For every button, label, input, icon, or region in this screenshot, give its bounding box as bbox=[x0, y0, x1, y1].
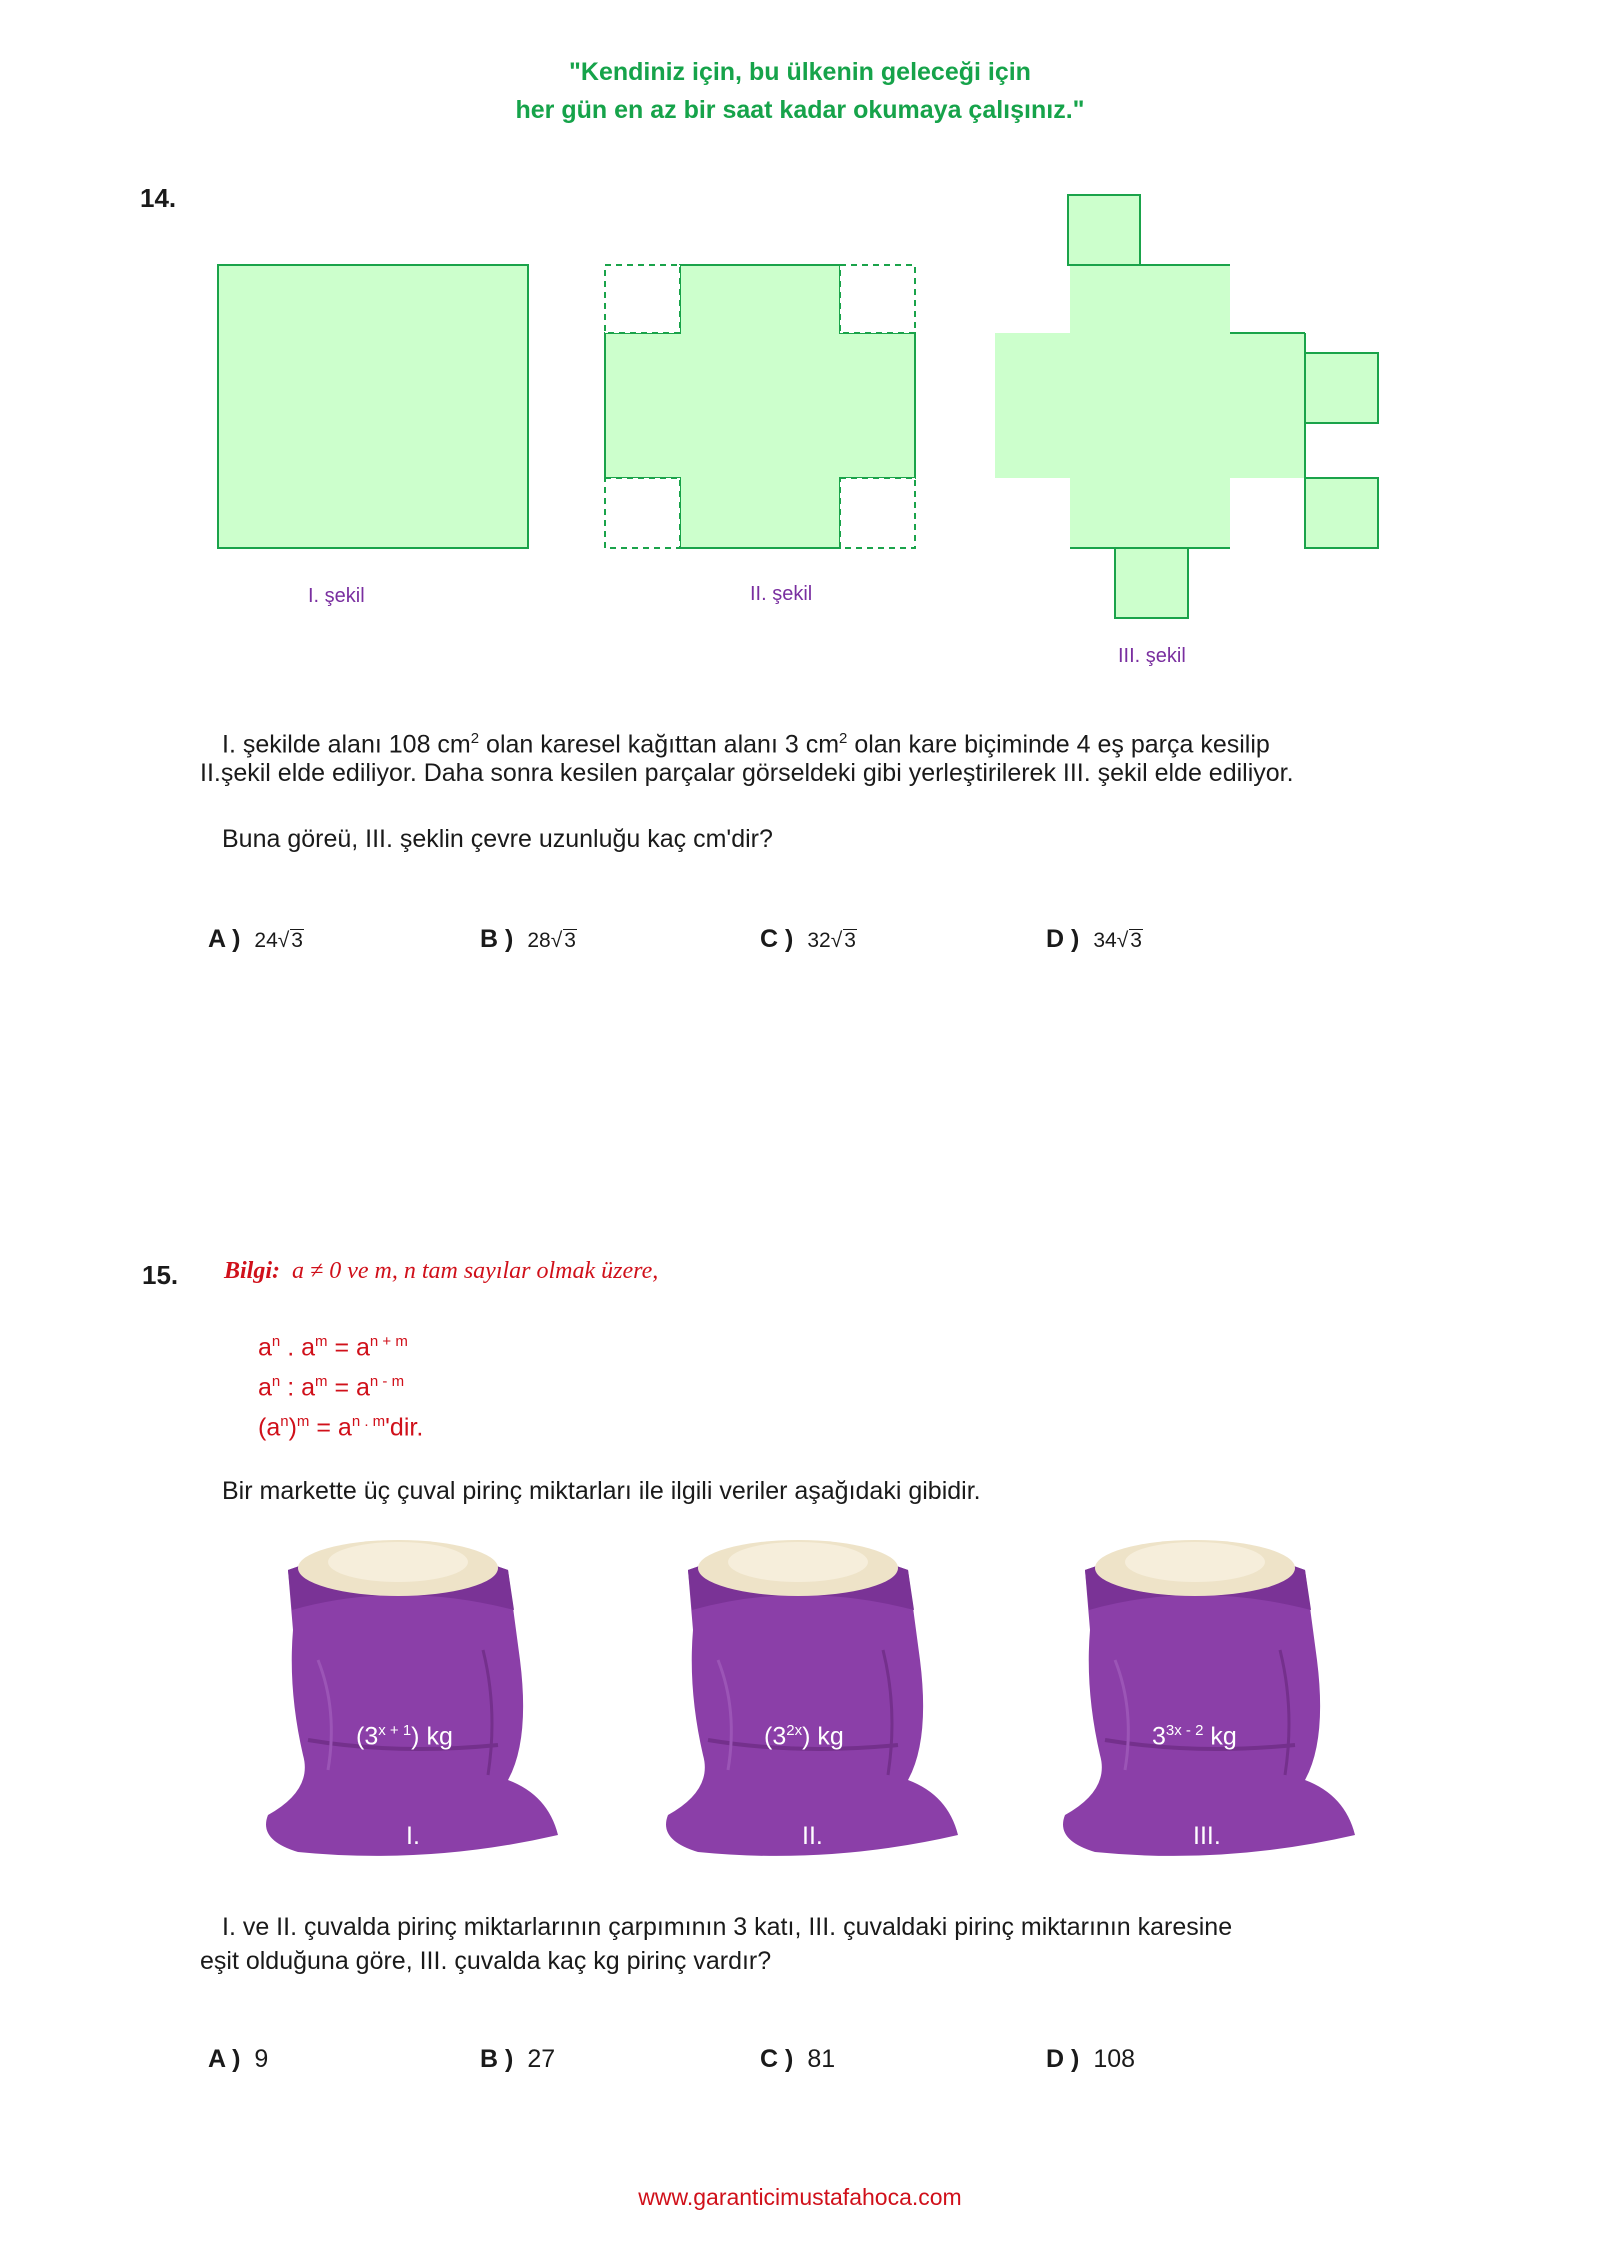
motto-line-1: "Kendiniz için, bu ülkenin geleceği için bbox=[569, 58, 1031, 86]
sack-3 bbox=[1063, 1540, 1355, 1856]
q14-text-line-1: I. şekilde alanı 108 $cm^2$ olan karesel kağıttan alanı 3 $cm^2$ olan kare biçiminde 4 eş parça kesilip bbox=[222, 730, 1270, 759]
q15-rule-2: $a^n$ : $a^m = a^{n - m}$ bbox=[258, 1373, 405, 1402]
q14-figures bbox=[0, 180, 1600, 690]
figure-2-cut-square bbox=[605, 265, 915, 548]
q14-option-c[interactable]: C ) 32√3 bbox=[760, 925, 856, 953]
q15-option-a[interactable]: A ) 9 bbox=[208, 2045, 269, 2073]
moved-square-right-1 bbox=[1305, 353, 1378, 423]
caption-figure-2: II. şekil bbox=[750, 583, 813, 605]
footer-url[interactable]: www.garanticimustafahoca.com bbox=[638, 2184, 962, 2210]
question-14-number: 14. bbox=[140, 183, 177, 213]
q15-rule-3: $(a^n)^m = a^{n . m}'dir$. bbox=[258, 1413, 424, 1442]
caption-figure-3: III. şekil bbox=[1118, 645, 1186, 667]
q15-option-d[interactable]: D ) 108 bbox=[1046, 2045, 1136, 2073]
q15-option-b[interactable]: B ) 27 bbox=[480, 2045, 556, 2073]
moved-square-top bbox=[1068, 195, 1140, 265]
moved-square-bottom bbox=[1115, 548, 1188, 618]
q15-option-c[interactable]: C ) 81 bbox=[760, 2045, 836, 2073]
question-15-number: 15. bbox=[142, 1260, 179, 1290]
sack-2 bbox=[666, 1540, 958, 1856]
sack-3-roman: III. bbox=[1193, 1822, 1221, 1850]
q15-question-line-1: I. ve II. çuvalda pirinç miktarlarının çarpımının 3 katı, III. çuvaldaki pirinç miktarının karesine bbox=[222, 1913, 1233, 1941]
sack-1 bbox=[266, 1540, 558, 1856]
rice-sacks bbox=[0, 1540, 1600, 1900]
sack-3-label: $3^{3x - 2}$ kg bbox=[1152, 1722, 1237, 1751]
figure-3-rearranged bbox=[995, 195, 1378, 618]
motto-line-2: her gün en az bir saat kadar okumaya çalışınız." bbox=[515, 96, 1085, 124]
q15-bilgi: Bilgi: a ≠ 0 ve m, n tam sayılar olmak üzere, bbox=[224, 1258, 659, 1284]
q14-option-a[interactable]: A ) 24√3 bbox=[208, 925, 303, 953]
cut-corner-bottom-right bbox=[840, 478, 915, 548]
q14-option-d[interactable]: D ) 34√3 bbox=[1046, 925, 1142, 953]
q15-rule-1: $a^n$ . $a^m = a^{n + m}$ bbox=[258, 1333, 408, 1362]
figure-1-square bbox=[218, 265, 528, 548]
moved-square-right-2 bbox=[1305, 478, 1378, 548]
caption-figure-1: I. şekil bbox=[308, 585, 365, 607]
cut-corner-top-right bbox=[840, 265, 915, 333]
sack-2-label: $(3^{2x})$ kg bbox=[764, 1722, 844, 1751]
sack-2-roman: II. bbox=[802, 1822, 823, 1850]
q14-option-b[interactable]: B ) 28√3 bbox=[480, 925, 576, 953]
sack-1-label: $(3^{x + 1})$ kg bbox=[356, 1722, 453, 1751]
cut-corner-top-left bbox=[605, 265, 680, 333]
q14-text-line-2: II.şekil elde ediliyor. Daha sonra kesilen parçalar görseldeki gibi yerleştirilerek III. şekil elde ediliyor. bbox=[200, 759, 1294, 787]
cut-corner-bottom-left bbox=[605, 478, 680, 548]
q15-question-line-2: eşit olduğuna göre, III. çuvalda kaç kg pirinç vardır? bbox=[200, 1947, 772, 1975]
sack-1-roman: I. bbox=[406, 1822, 420, 1850]
q14-question: Buna göreü, III. şeklin çevre uzunluğu kaç cm'dir? bbox=[222, 825, 773, 853]
q15-intro: Bir markette üç çuval pirinç miktarları ile ilgili veriler aşağıdaki gibidir. bbox=[222, 1477, 981, 1505]
